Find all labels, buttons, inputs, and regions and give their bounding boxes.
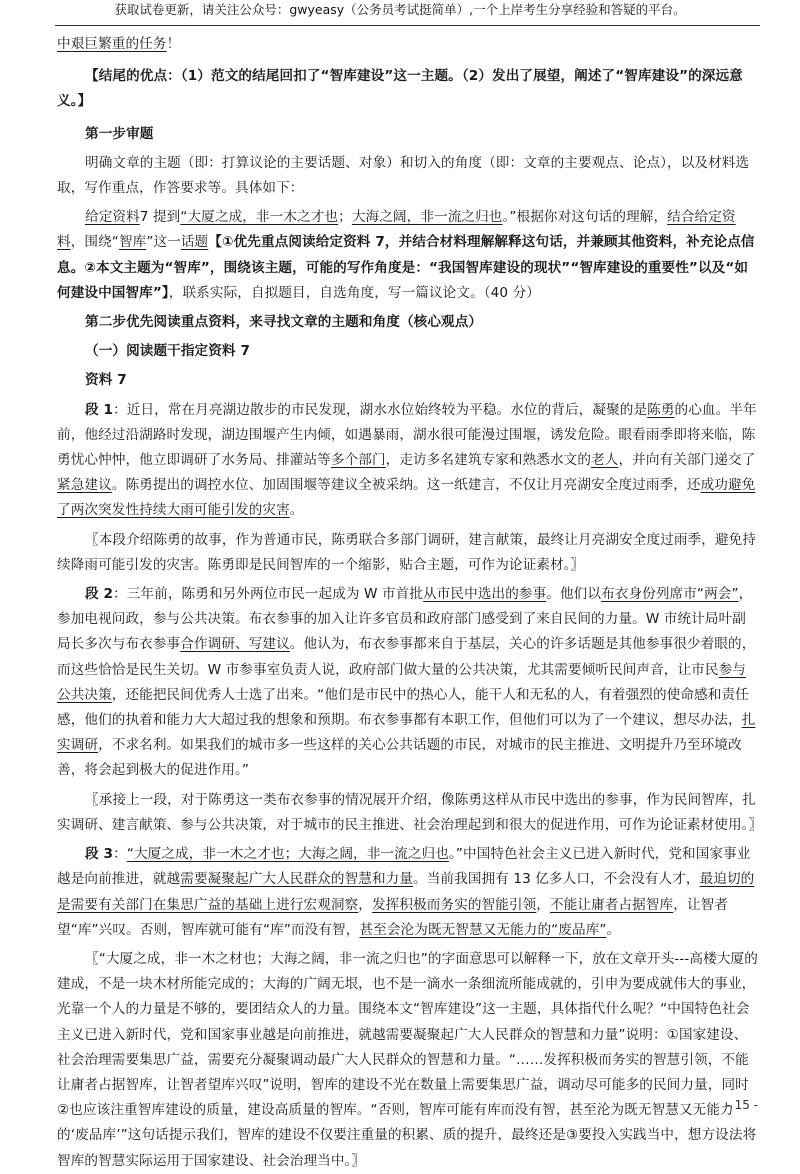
material-paragraph-3: 段 3：“大厦之成，非一木之才也；大海之阔，非一流之归也。”中国特色社会主义已进入新时代，党和国家事业越是向前推进，就越需要凝聚起广大人民群众的智慧和力量。当前我国拥有 13 亿多人口，不会没有人才，最迫切的是需要有关部门在集思广益的基础上进行宏观洞察，发挥积极而务实的智能引领，不能让庸者占据智库，让智者望“库”兴叹。否则，智库就可能有“库”而没有智，甚至会沦为既无智慧又无能力的“废品库”。 [57,846,755,938]
paragraph-label: 段 3 [85,846,114,863]
paragraph-label: 段 1 [85,401,114,418]
page-number: - 15 - [726,1098,758,1112]
ending-label: 【结尾的优点： [85,68,181,85]
step2-heading: 第二步优先阅读重点资料，来寻找文章的主题和角度（核心观点） [85,314,483,331]
paragraph-continuation: 中艰巨繁重的任务！ [57,36,181,52]
question-prompt: 给定资料7 提到“大厦之成，非一木之才也；大海之阔，非一流之归也。”根据你对这句话的理解，结合给定资料，围绕“智库”这一话题【①优先重点阅读给定资料 7，并结合材料理解解释这句话，并兼顾其他资料，补充论点信息。②本文主题为“智库”，围绕该主题，可能的写作角度是：“我国智库建设的现状”“智库建设的重要性”以及“如何建设中国智库”】，联系实际，自拟题目，自选角度，写一篇议论文。（40 分） [57,209,755,301]
step2-subheading: （一）阅读题干指定资料 7 [85,343,251,360]
paragraph-label: 段 2 [85,586,114,603]
commentary-2: 〖承接上一段，对于陈勇这一类布衣参事的情况展开介绍，像陈勇这样从市民中选出的参事，作为民间智库，扎实调研、建言献策、参与公共决策，对于城市的民主推进、社会治理起到和很大的促进作用，可作为论证素材使用。〗 [57,791,763,833]
analysis-note: 【①优先重点阅读给定资料 7，并结合材料理解解释这句话，并兼顾其他资料，补充论点信息。②本文主题为“智库”，围绕该主题，可能的写作角度是：“我国智库建设的现状”“智库建设的重要性”以及“如何建设中国智库”】 [57,234,755,301]
material-paragraph-1: 段 1：近日，常在月亮湖边散步的市民发现，湖水水位始终较为平稳。水位的背后，凝聚的是陈勇的心血。半年前，他经过沿湖路时发现，湖边围堰产生内倾，如遇暴雨，湖水很可能漫过围堰，诱发危险。眼看雨季即将来临，陈勇忧心忡忡，他立即调研了水务局、排灌站等多个部门，走访多名建筑专家和熟悉水文的老人，并向有关部门递交了紧急建议。陈勇提出的调控水位、加固围堰等建议全被采纳。这一纸建言，不仅让月亮湖安全度过雨季，还成功避免了两次突发性持续大雨可能引发的灾害。 [57,401,757,519]
header-divider [55,25,760,26]
page-header [0,0,800,22]
commentary-3: 〖“大厦之成，非一木之材也；大海之阔，非一流之归也”的字面意思可以解释一下，放在文章开头---高楼大厦的建成，不是一块木材所能完成的；大海的广阔无垠，也不是一滴水一条细流所能成就的，引申为要成就伟大的事业，光靠一个人的力量是不够的，要团结众人的力量。围绕本文“智库建设”这一主题，具体指代什么呢？“中国特色社会主义已进入新时代，党和国家事业越是向前推进，就越需要凝聚起广大人民群众的智慧和力量”说明：①国家建设、社会治理需要集思广益，需要充分凝聚调动最广大人民群众的智慧和力量。“……发挥积极而务实的智慧引领，不能让庸者占据智库，让智者望库兴叹”说明，智库的建设不光在数量上需要集思广益，调动尽可能多的民间力量，同时②也应该注重智库建设的质量，建设高质量的智库。“否则，智库可能有库而没有智，甚至沦为既无智慧又无能力的‘废品库’”这句话提示我们，智库的建设不仅要注重量的积累、质的提升，最终还是③要投入实践当中，想方设法将智库的智慧实际运用于国家建设、社会治理当中。〗 [57,950,758,1169]
step1-intro: 明确文章的主题（即：打算议论的主要话题、对象）和切入的角度（即：文章的主要观点、论点），以及材料选取，写作重点，作答要求等。具体如下： [57,154,750,197]
header-text: 获取试卷更新，请关注公众号：gwyeasy（公务员考试挺简单）,一个上岸考生分享经验和答疑的平台。 [114,2,686,17]
document-body [57,32,763,1174]
underlined-text: 中艰巨繁重的任务 [57,36,167,52]
material-title: 资料 7 [85,372,127,389]
step1-heading: 第一步审题 [85,125,154,142]
material-paragraph-2: 段 2：三年前，陈勇和另外两位市民一起成为 W 市首批从市民中选出的参事。他们以布衣身份列席市“两会”，参加电视问政，参与公共决策。布衣参事的加入让许多官员和政府部门感受到了来自民间的力量。W 市统计局叶副局长多次与布衣参事合作调研、写建议。他认为，布衣参事都来自于基层，关心的许多话题是其他参事很少着眼的，而这些恰恰是民生关切。W 市参事室负责人说，政府部门做大量的公共决策，尤其需要倾听民间声音，让市民参与公共决策，还能把民间优秀人士选了出来。“他们是市民中的热心人，能干人和无私的人，有着强烈的使命感和责任感，他们的执着和能力大大超过我的想象和预期。布衣参事都有本职工作，但他们可以为了一个建议，想尽办法，扎实调研，不求名利。如果我们的城市多一些这样的关心公共话题的市民，对城市的民主推进、文明提升乃至环境改善，将会起到极大的促进作用。” [57,586,756,779]
ending-advantages: 【结尾的优点：（1）范文的结尾回扣了“智库建设”这一主题。（2）发出了展望，阐述了“智库建设”的深远意义。】 [57,68,743,110]
commentary-1: 〖本段介绍陈勇的故事，作为普通市民，陈勇联合多部门调研，建言献策，最终让月亮湖安全度过雨季，避免持续降雨可能引发的灾害。陈勇即是民间智库的一个缩影，贴合主题，可作为论证素材。〗 [57,531,756,573]
